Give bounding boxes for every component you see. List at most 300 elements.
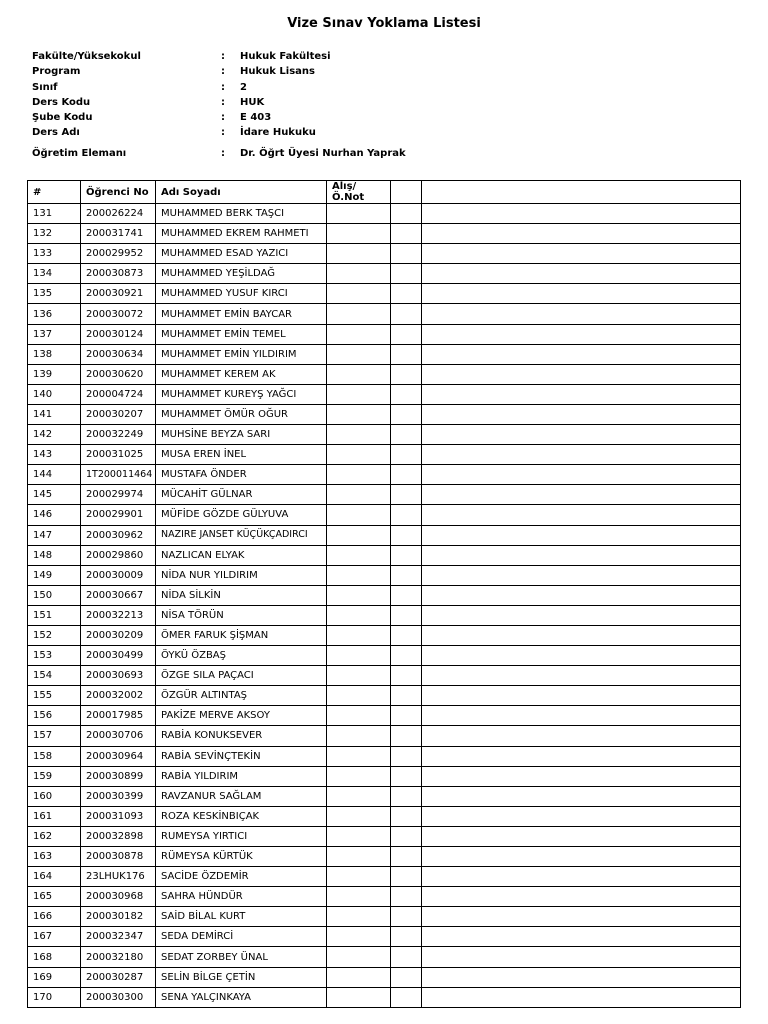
info-value: HUK [240,96,265,108]
student-name: MUHAMMED YUSUF KIRCI [156,284,327,304]
signature-cell [422,264,741,284]
row-index: 169 [28,967,81,987]
student-name: MUSTAFA ÖNDER [156,465,327,485]
table-row [28,806,741,826]
student-name: SEDAT ZORBEY ÜNAL [156,947,327,967]
attendance-table [27,180,741,1008]
signature-cell [422,666,741,686]
student-name: MUHAMMET EMİN TEMEL [156,324,327,344]
student-name: NİDA SİLKİN [156,585,327,605]
table-row [28,384,741,404]
student-name: MUHSİNE BEYZA SARI [156,425,327,445]
signature-cell [422,505,741,525]
student-no: 200029901 [81,505,156,525]
table-row [28,605,741,625]
row-index: 142 [28,425,81,445]
grade-cell [327,646,391,666]
signature-cell [422,605,741,625]
signature-cell [422,967,741,987]
table-row [28,485,741,505]
student-no: 200032347 [81,927,156,947]
grade-cell [327,244,391,264]
student-name: SAHRA HÜNDÜR [156,887,327,907]
table-row [28,204,741,224]
header-student-no: Öğrenci No [81,181,156,204]
grade-cell [327,304,391,324]
table-row [28,726,741,746]
table-header-row [28,181,741,204]
table-row [28,786,741,806]
student-name: SEDA DEMİRCİ [156,927,327,947]
signature-cell [422,284,741,304]
signature-cell [422,445,741,465]
row-index: 132 [28,224,81,244]
info-separator: : [221,147,225,159]
student-no: 200032898 [81,826,156,846]
table-row [28,585,741,605]
student-no: 200030009 [81,565,156,585]
blank-cell [391,605,422,625]
info-separator: : [221,127,225,139]
student-no: 200029952 [81,244,156,264]
row-index: 141 [28,404,81,424]
grade-cell [327,344,391,364]
table-row [28,867,741,887]
row-index: 162 [28,826,81,846]
row-index: 161 [28,806,81,826]
student-name: NAZIRE JANSET KÜÇÜKÇADIRCI [156,525,327,545]
blank-cell [391,666,422,686]
student-no: 200030962 [81,525,156,545]
grade-cell [327,445,391,465]
student-no: 1T200011464 [81,465,156,485]
signature-cell [422,887,741,907]
table-row [28,625,741,645]
blank-cell [391,465,422,485]
signature-cell [422,545,741,565]
row-index: 148 [28,545,81,565]
blank-cell [391,806,422,826]
blank-cell [391,344,422,364]
student-name: MUHAMMET KUREYŞ YAĞCI [156,384,327,404]
row-index: 155 [28,686,81,706]
row-index: 137 [28,324,81,344]
student-no: 200030706 [81,726,156,746]
student-name: RAVZANUR SAĞLAM [156,786,327,806]
header-signature [422,181,741,204]
blank-cell [391,927,422,947]
grade-cell [327,786,391,806]
info-label: Öğretim Elemanı [32,147,127,159]
table-row [28,565,741,585]
signature-cell [422,404,741,424]
signature-cell [422,847,741,867]
info-separator: : [221,66,225,78]
blank-cell [391,867,422,887]
student-name: NİSA TÖRÜN [156,605,327,625]
info-label: Program [32,66,81,78]
table-row [28,224,741,244]
grade-cell [327,987,391,1007]
row-index: 166 [28,907,81,927]
info-label: Fakülte/Yüksekokul [32,51,141,62]
table-row [28,947,741,967]
table-row [28,545,741,565]
row-index: 147 [28,525,81,545]
student-name: RUMEYSA YIRTICI [156,826,327,846]
row-index: 136 [28,304,81,324]
grade-cell [327,364,391,384]
student-name: RÜMEYSA KÜRTÜK [156,847,327,867]
student-no: 200030878 [81,847,156,867]
student-no: 200030207 [81,404,156,424]
grade-cell [327,384,391,404]
row-index: 135 [28,284,81,304]
table-row [28,404,741,424]
signature-cell [422,364,741,384]
student-name: SENA YALÇINKAYA [156,987,327,1007]
header-index: # [28,181,81,204]
student-no: 200030620 [81,364,156,384]
signature-cell [422,625,741,645]
blank-cell [391,646,422,666]
table-row [28,746,741,766]
student-no: 200032213 [81,605,156,625]
signature-cell [422,204,741,224]
table-row [28,364,741,384]
student-no: 23LHUK176 [81,867,156,887]
blank-cell [391,686,422,706]
row-index: 152 [28,625,81,645]
grade-cell [327,605,391,625]
student-name: MUHAMMET ÖMÜR OĞUR [156,404,327,424]
table-row [28,425,741,445]
student-no: 200030124 [81,324,156,344]
info-separator: : [221,81,225,93]
table-row [28,505,741,525]
student-name: MUHAMMED EKREM RAHMETI [156,224,327,244]
grade-cell [327,806,391,826]
student-no: 200030287 [81,967,156,987]
grade-cell [327,766,391,786]
blank-cell [391,887,422,907]
student-no: 200031741 [81,224,156,244]
header-blank-1 [391,181,422,204]
student-no: 200031093 [81,806,156,826]
table-row [28,686,741,706]
student-name: NİDA NUR YILDIRIM [156,565,327,585]
grade-cell [327,746,391,766]
table-row [28,324,741,344]
row-index: 170 [28,987,81,1007]
student-no: 200029860 [81,545,156,565]
grade-cell [327,967,391,987]
grade-cell [327,585,391,605]
student-name: ÖZGÜR ALTINTAŞ [156,686,327,706]
row-index: 160 [28,786,81,806]
table-row [28,304,741,324]
grade-cell [327,927,391,947]
blank-cell [391,585,422,605]
student-name: PAKİZE MERVE AKSOY [156,706,327,726]
student-name: ÖMER FARUK ŞİŞMAN [156,625,327,645]
student-no: 200030667 [81,585,156,605]
signature-cell [422,585,741,605]
signature-cell [422,766,741,786]
info-value: Dr. Öğrt Üyesi Nurhan Yaprak [240,147,406,159]
student-no: 200030399 [81,786,156,806]
row-index: 167 [28,927,81,947]
info-separator: : [221,51,225,62]
student-name: MUHAMMED YEŞİLDAĞ [156,264,327,284]
info-value: 2 [240,81,247,93]
blank-cell [391,264,422,284]
blank-cell [391,766,422,786]
blank-cell [391,565,422,585]
row-index: 134 [28,264,81,284]
student-no: 200032180 [81,947,156,967]
signature-cell [422,344,741,364]
blank-cell [391,284,422,304]
header-grade: Alış/ Ö.Not [327,181,391,204]
student-no: 200032249 [81,425,156,445]
blank-cell [391,706,422,726]
blank-cell [391,404,422,424]
student-name: MUHAMMET EMİN YILDIRIM [156,344,327,364]
row-index: 163 [28,847,81,867]
blank-cell [391,445,422,465]
row-index: 133 [28,244,81,264]
info-value: İdare Hukuku [240,127,316,139]
student-no: 200029974 [81,485,156,505]
table-row [28,907,741,927]
row-index: 168 [28,947,81,967]
signature-cell [422,987,741,1007]
row-index: 131 [28,204,81,224]
student-no: 200026224 [81,204,156,224]
info-separator: : [221,112,225,124]
row-index: 145 [28,485,81,505]
signature-cell [422,525,741,545]
signature-cell [422,806,741,826]
student-no: 200030072 [81,304,156,324]
signature-cell [422,324,741,344]
row-index: 156 [28,706,81,726]
signature-cell [422,425,741,445]
student-no: 200030209 [81,625,156,645]
row-index: 165 [28,887,81,907]
table-row [28,264,741,284]
student-no: 200031025 [81,445,156,465]
grade-cell [327,947,391,967]
table-row [28,847,741,867]
blank-cell [391,304,422,324]
table-row [28,646,741,666]
row-index: 139 [28,364,81,384]
table-row [28,465,741,485]
info-label: Şube Kodu [32,112,93,124]
info-value: E 403 [240,112,272,124]
signature-cell [422,384,741,404]
grade-cell [327,224,391,244]
student-no: 200030921 [81,284,156,304]
blank-cell [391,847,422,867]
blank-cell [391,987,422,1007]
blank-cell [391,746,422,766]
grade-cell [327,324,391,344]
blank-cell [391,224,422,244]
student-no: 200017985 [81,706,156,726]
signature-cell [422,746,741,766]
student-no: 200030873 [81,264,156,284]
table-row [28,344,741,364]
row-index: 158 [28,746,81,766]
student-name: MUSA EREN İNEL [156,445,327,465]
grade-cell [327,666,391,686]
student-name: MUHAMMED ESAD YAZICI [156,244,327,264]
row-index: 140 [28,384,81,404]
student-name: MUHAMMET EMİN BAYCAR [156,304,327,324]
grade-cell [327,686,391,706]
student-no: 200030300 [81,987,156,1007]
grade-cell [327,726,391,746]
student-name: MÜFİDE GÖZDE GÜLYUVA [156,505,327,525]
student-no: 200032002 [81,686,156,706]
signature-cell [422,304,741,324]
grade-cell [327,826,391,846]
row-index: 164 [28,867,81,887]
signature-cell [422,244,741,264]
signature-cell [422,686,741,706]
info-label: Ders Adı [32,127,80,139]
blank-cell [391,967,422,987]
student-no: 200030964 [81,746,156,766]
table-row [28,525,741,545]
header-name: Adı Soyadı [156,181,327,204]
signature-cell [422,485,741,505]
info-value: Hukuk Fakültesi [240,51,331,62]
signature-cell [422,927,741,947]
table-row [28,445,741,465]
student-no: 200030182 [81,907,156,927]
blank-cell [391,907,422,927]
student-name: ÖZGE SILA PAÇACI [156,666,327,686]
signature-cell [422,947,741,967]
grade-cell [327,505,391,525]
blank-cell [391,625,422,645]
blank-cell [391,244,422,264]
signature-cell [422,867,741,887]
row-index: 138 [28,344,81,364]
student-no: 200030899 [81,766,156,786]
grade-cell [327,847,391,867]
student-name: MUHAMMET KEREM AK [156,364,327,384]
signature-cell [422,726,741,746]
student-no: 200030634 [81,344,156,364]
student-name: RABİA YILDIRIM [156,766,327,786]
student-no: 200030693 [81,666,156,686]
table-row [28,826,741,846]
signature-cell [422,706,741,726]
student-no: 200004724 [81,384,156,404]
page-title: Vize Sınav Yoklama Listesi [287,16,481,31]
table-row [28,284,741,304]
row-index: 157 [28,726,81,746]
grade-cell [327,525,391,545]
grade-cell [327,284,391,304]
info-value: Hukuk Lisans [240,66,315,78]
info-separator: : [221,96,225,108]
grade-cell [327,625,391,645]
blank-cell [391,425,422,445]
grade-cell [327,565,391,585]
blank-cell [391,324,422,344]
table-row [28,666,741,686]
blank-cell [391,826,422,846]
signature-cell [422,224,741,244]
grade-cell [327,867,391,887]
student-name: SAİD BİLAL KURT [156,907,327,927]
signature-cell [422,786,741,806]
table-row [28,967,741,987]
student-name: SELİN BİLGE ÇETİN [156,967,327,987]
grade-cell [327,485,391,505]
row-index: 143 [28,445,81,465]
student-name: MUHAMMED BERK TAŞCI [156,204,327,224]
grade-cell [327,204,391,224]
blank-cell [391,947,422,967]
student-name: SACİDE ÖZDEMİR [156,867,327,887]
grade-cell [327,465,391,485]
student-name: MÜCAHİT GÜLNAR [156,485,327,505]
blank-cell [391,485,422,505]
table-row [28,927,741,947]
row-index: 146 [28,505,81,525]
table-row [28,887,741,907]
student-name: NAZLICAN ELYAK [156,545,327,565]
row-index: 149 [28,565,81,585]
row-index: 144 [28,465,81,485]
row-index: 159 [28,766,81,786]
row-index: 154 [28,666,81,686]
info-label: Sınıf [32,81,58,93]
table-row [28,244,741,264]
row-index: 153 [28,646,81,666]
row-index: 150 [28,585,81,605]
info-label: Ders Kodu [32,96,91,108]
blank-cell [391,204,422,224]
blank-cell [391,545,422,565]
student-name: ROZA KESKİNBIÇAK [156,806,327,826]
blank-cell [391,786,422,806]
student-name: ÖYKÜ ÖZBAŞ [156,646,327,666]
table-row [28,706,741,726]
signature-cell [422,907,741,927]
blank-cell [391,364,422,384]
student-name: RABİA KONUKSEVER [156,726,327,746]
blank-cell [391,726,422,746]
row-index: 151 [28,605,81,625]
grade-cell [327,545,391,565]
table-row [28,766,741,786]
blank-cell [391,525,422,545]
grade-cell [327,907,391,927]
blank-cell [391,505,422,525]
grade-cell [327,264,391,284]
signature-cell [422,826,741,846]
student-name: RABİA SEVİNÇTEKİN [156,746,327,766]
grade-cell [327,425,391,445]
